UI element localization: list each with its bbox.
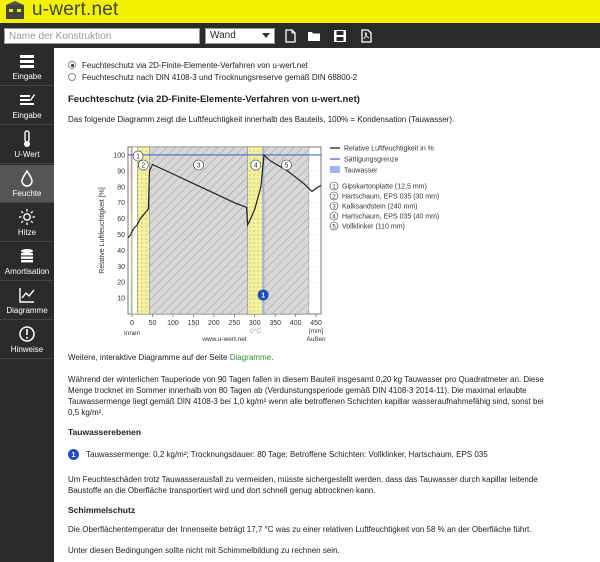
construction-type-value: Wand (210, 30, 236, 41)
sidebar-item-hinweise[interactable] (0, 321, 54, 359)
x-tick-label: 450 (310, 320, 322, 327)
option-din-4108[interactable] (68, 73, 357, 84)
layer-marker-label: 4 (253, 162, 258, 170)
sidebar-item-hitze[interactable] (0, 204, 54, 242)
thermometer-icon (18, 130, 36, 148)
intro-text: Das folgende Diagramm zeigt die Luftfeuchtigkeit innerhalb des Bauteils, 100% = Kondensation (Tauwasser). (68, 115, 455, 124)
layer-legend-number: 3 (332, 204, 336, 211)
layer-marker-label: 5 (284, 162, 289, 170)
x-axis-unit: [mm] (308, 328, 324, 335)
sidebar-item-eingabe-layers[interactable] (0, 48, 54, 86)
schimmel-conclusion: Unter diesen Bedingungen sollte nicht mit Schimmelbildung zu rechnen sein. (68, 546, 340, 555)
sidebar (0, 48, 54, 562)
sidebar-item-label: U-Wert (14, 150, 40, 159)
y-tick-label: 50 (117, 231, 125, 239)
layer-legend-label: Gipskartonplatte (12,5 mm) (342, 183, 427, 191)
sidebar-item-label: Amortisation (4, 267, 50, 276)
layer-legend-label: Hartschaum, EPS 035 (40 mm) (342, 213, 440, 221)
x-tick-label: 200 (208, 320, 220, 327)
layer-legend-label: Kalksandstein (240 mm) (342, 203, 418, 211)
sidebar-item-eingabe-list[interactable] (0, 87, 54, 125)
layer-legend-label: Vollklinker (110 mm) (342, 223, 405, 231)
chevron-down-icon (262, 33, 270, 38)
y-tick-label: 90 (117, 168, 125, 176)
y-tick-label: 20 (117, 279, 125, 287)
construction-type-select[interactable] (205, 28, 275, 44)
save-icon[interactable] (333, 29, 347, 43)
sidebar-item-u-wert[interactable] (0, 126, 54, 164)
tau-badge: 1 (68, 449, 79, 460)
condensation-badge-label: 1 (261, 292, 266, 300)
sidebar-item-label: Eingabe (12, 111, 42, 120)
layer-legend-number: 2 (332, 194, 336, 201)
layer-marker-label: 1 (136, 153, 141, 161)
sidebar-item-feuchte[interactable] (0, 165, 54, 203)
tau-text: Tauwassermenge: 0,2 kg/m²; Trocknungsdauer: 80 Tage; Betroffene Schichten: Vollklinker, Hartschaum, EPS 035 (86, 450, 488, 459)
layer-marker-label: 2 (141, 162, 146, 170)
sidebar-item-label: Eingabe (12, 72, 42, 81)
logo-icon (4, 1, 26, 21)
summary-line: Während der winterlichen Tauperiode von 90 Tagen fallen in diesem Bauteil insgesamt 0,20 kg Tauwasser pro Quadratmeter an. Diese (68, 375, 544, 384)
pdf-icon[interactable] (359, 29, 373, 43)
x-tick-label: 350 (269, 320, 282, 327)
sidebar-item-amortisation[interactable] (0, 243, 54, 281)
radio-button[interactable] (68, 61, 76, 69)
info-icon (18, 325, 36, 343)
option-2d-fem[interactable] (68, 61, 308, 72)
edit-list-icon (18, 91, 36, 109)
x-tick-label: 0 (130, 320, 135, 327)
schimmel-text: Die Oberflächentemperatur der Innenseite beträgt 17,7 °C was zu einer relativen Luftfeuchtigkeit von 58 % an der Oberfläche führt. (68, 525, 532, 534)
new-file-icon[interactable] (283, 29, 297, 43)
legend-label: Tauwasser (344, 167, 378, 175)
layer-legend-number: 1 (332, 184, 336, 191)
section-heading: Feuchteschutz (via 2D-Finite-Elemente-Verfahren von u-wert.net) (68, 94, 360, 105)
y-tick-label: 10 (117, 295, 125, 303)
open-folder-icon[interactable] (307, 29, 321, 43)
inside-label: Innen (123, 330, 141, 337)
chart-icon (18, 286, 36, 304)
y-axis-label: Relative Luftfeuchtigkeit [%] (99, 187, 106, 274)
toolbar (0, 23, 600, 48)
layer-legend-number: 5 (332, 224, 336, 231)
y-tick-label: 70 (117, 200, 125, 208)
legend-label: Sättigungsgrenze (344, 156, 399, 164)
layer-3 (149, 147, 247, 314)
tau-heading: Tauwasserebenen (68, 427, 142, 437)
drop-icon (18, 169, 36, 187)
y-tick-label: 60 (117, 216, 125, 224)
diagramme-link[interactable]: Diagramme (229, 353, 272, 362)
y-tick-label: 100 (113, 152, 125, 160)
sidebar-item-label: Hitze (17, 228, 37, 237)
layer-2 (137, 147, 149, 314)
layer-marker-label: 3 (196, 162, 201, 170)
x-tick-label: 150 (187, 320, 200, 327)
x-tick-label: 100 (167, 320, 179, 327)
tau-note-line: Um Feuchteschäden trotz Tauwasserausfall zu vermeiden, müsste sichergestellt werden, dass das Tauwasser durch kapillar leitende (68, 475, 538, 484)
more-prefix: Weitere, interaktive Diagramme auf der Seite (68, 353, 228, 362)
sidebar-item-label: Hinweise (10, 345, 44, 354)
summary-line: Menge trocknet im Sommer innerhalb von 80 Tagen ab (Verdunstungsperiode gemäß DIN 4108-3 2014-11). Die maximal erlaubte (68, 386, 527, 395)
tau-note-line: Baustoffe an die Oberfläche transportiert wird und dort schnell genug abtrocknen kann. (68, 486, 376, 495)
construction-name-input[interactable] (4, 28, 200, 44)
top-bar (0, 0, 600, 23)
x-tick-label: 400 (289, 320, 302, 327)
layer-4 (248, 147, 264, 314)
schimmel-heading: Schimmelschutz (68, 505, 136, 515)
legend-swatch (330, 166, 340, 173)
layers-icon (18, 52, 36, 70)
more-suffix: . (271, 353, 274, 362)
coins-icon (18, 247, 36, 265)
brand-title[interactable]: u-wert.net (32, 0, 119, 20)
watermark: www.u-wert.net (202, 336, 247, 343)
option-label: Feuchteschutz via 2D-Finite-Elemente-Verfahren von u-wert.net (82, 61, 308, 70)
legend-label: Relative Luftfeuchtigkeit in % (344, 145, 434, 153)
sidebar-item-diagramme[interactable] (0, 282, 54, 320)
sun-icon (18, 208, 36, 226)
layer-5 (264, 147, 309, 314)
x-tick-label: 300 (248, 320, 261, 327)
summary-text (68, 374, 588, 418)
tau-note (68, 474, 588, 496)
y-tick-label: 30 (117, 263, 125, 271)
tau-entry (68, 449, 588, 460)
layer-legend-label: Hartschaum, EPS 035 (30 mm) (342, 193, 440, 201)
outside-label: Außen (306, 336, 326, 343)
layer-legend-number: 4 (332, 214, 336, 221)
y-tick-label: 40 (117, 247, 125, 255)
zero-celsius-label: 0°C (250, 328, 262, 335)
sidebar-item-label: Feuchte (12, 189, 42, 198)
more-diagrams-text (68, 352, 588, 363)
option-label: Feuchteschutz nach DIN 4108-3 und Trocknungsreserve gemäß DIN 68800-2 (82, 73, 358, 82)
sidebar-item-label: Diagramme (6, 306, 48, 315)
humidity-chart (92, 137, 472, 345)
summary-line: Tauwassermenge liegt gemäß DIN 4108-3 bei 1,0 kg/m² wenn alle betroffenen Schichten kapillar wasseraufnahmefähig sind, sonst bei (68, 397, 544, 406)
radio-button[interactable] (68, 73, 76, 81)
y-tick-label: 80 (117, 184, 125, 192)
x-tick-label: 250 (228, 320, 241, 327)
x-tick-label: 50 (148, 320, 157, 327)
summary-line: 0,5 kg/m². (68, 408, 104, 417)
